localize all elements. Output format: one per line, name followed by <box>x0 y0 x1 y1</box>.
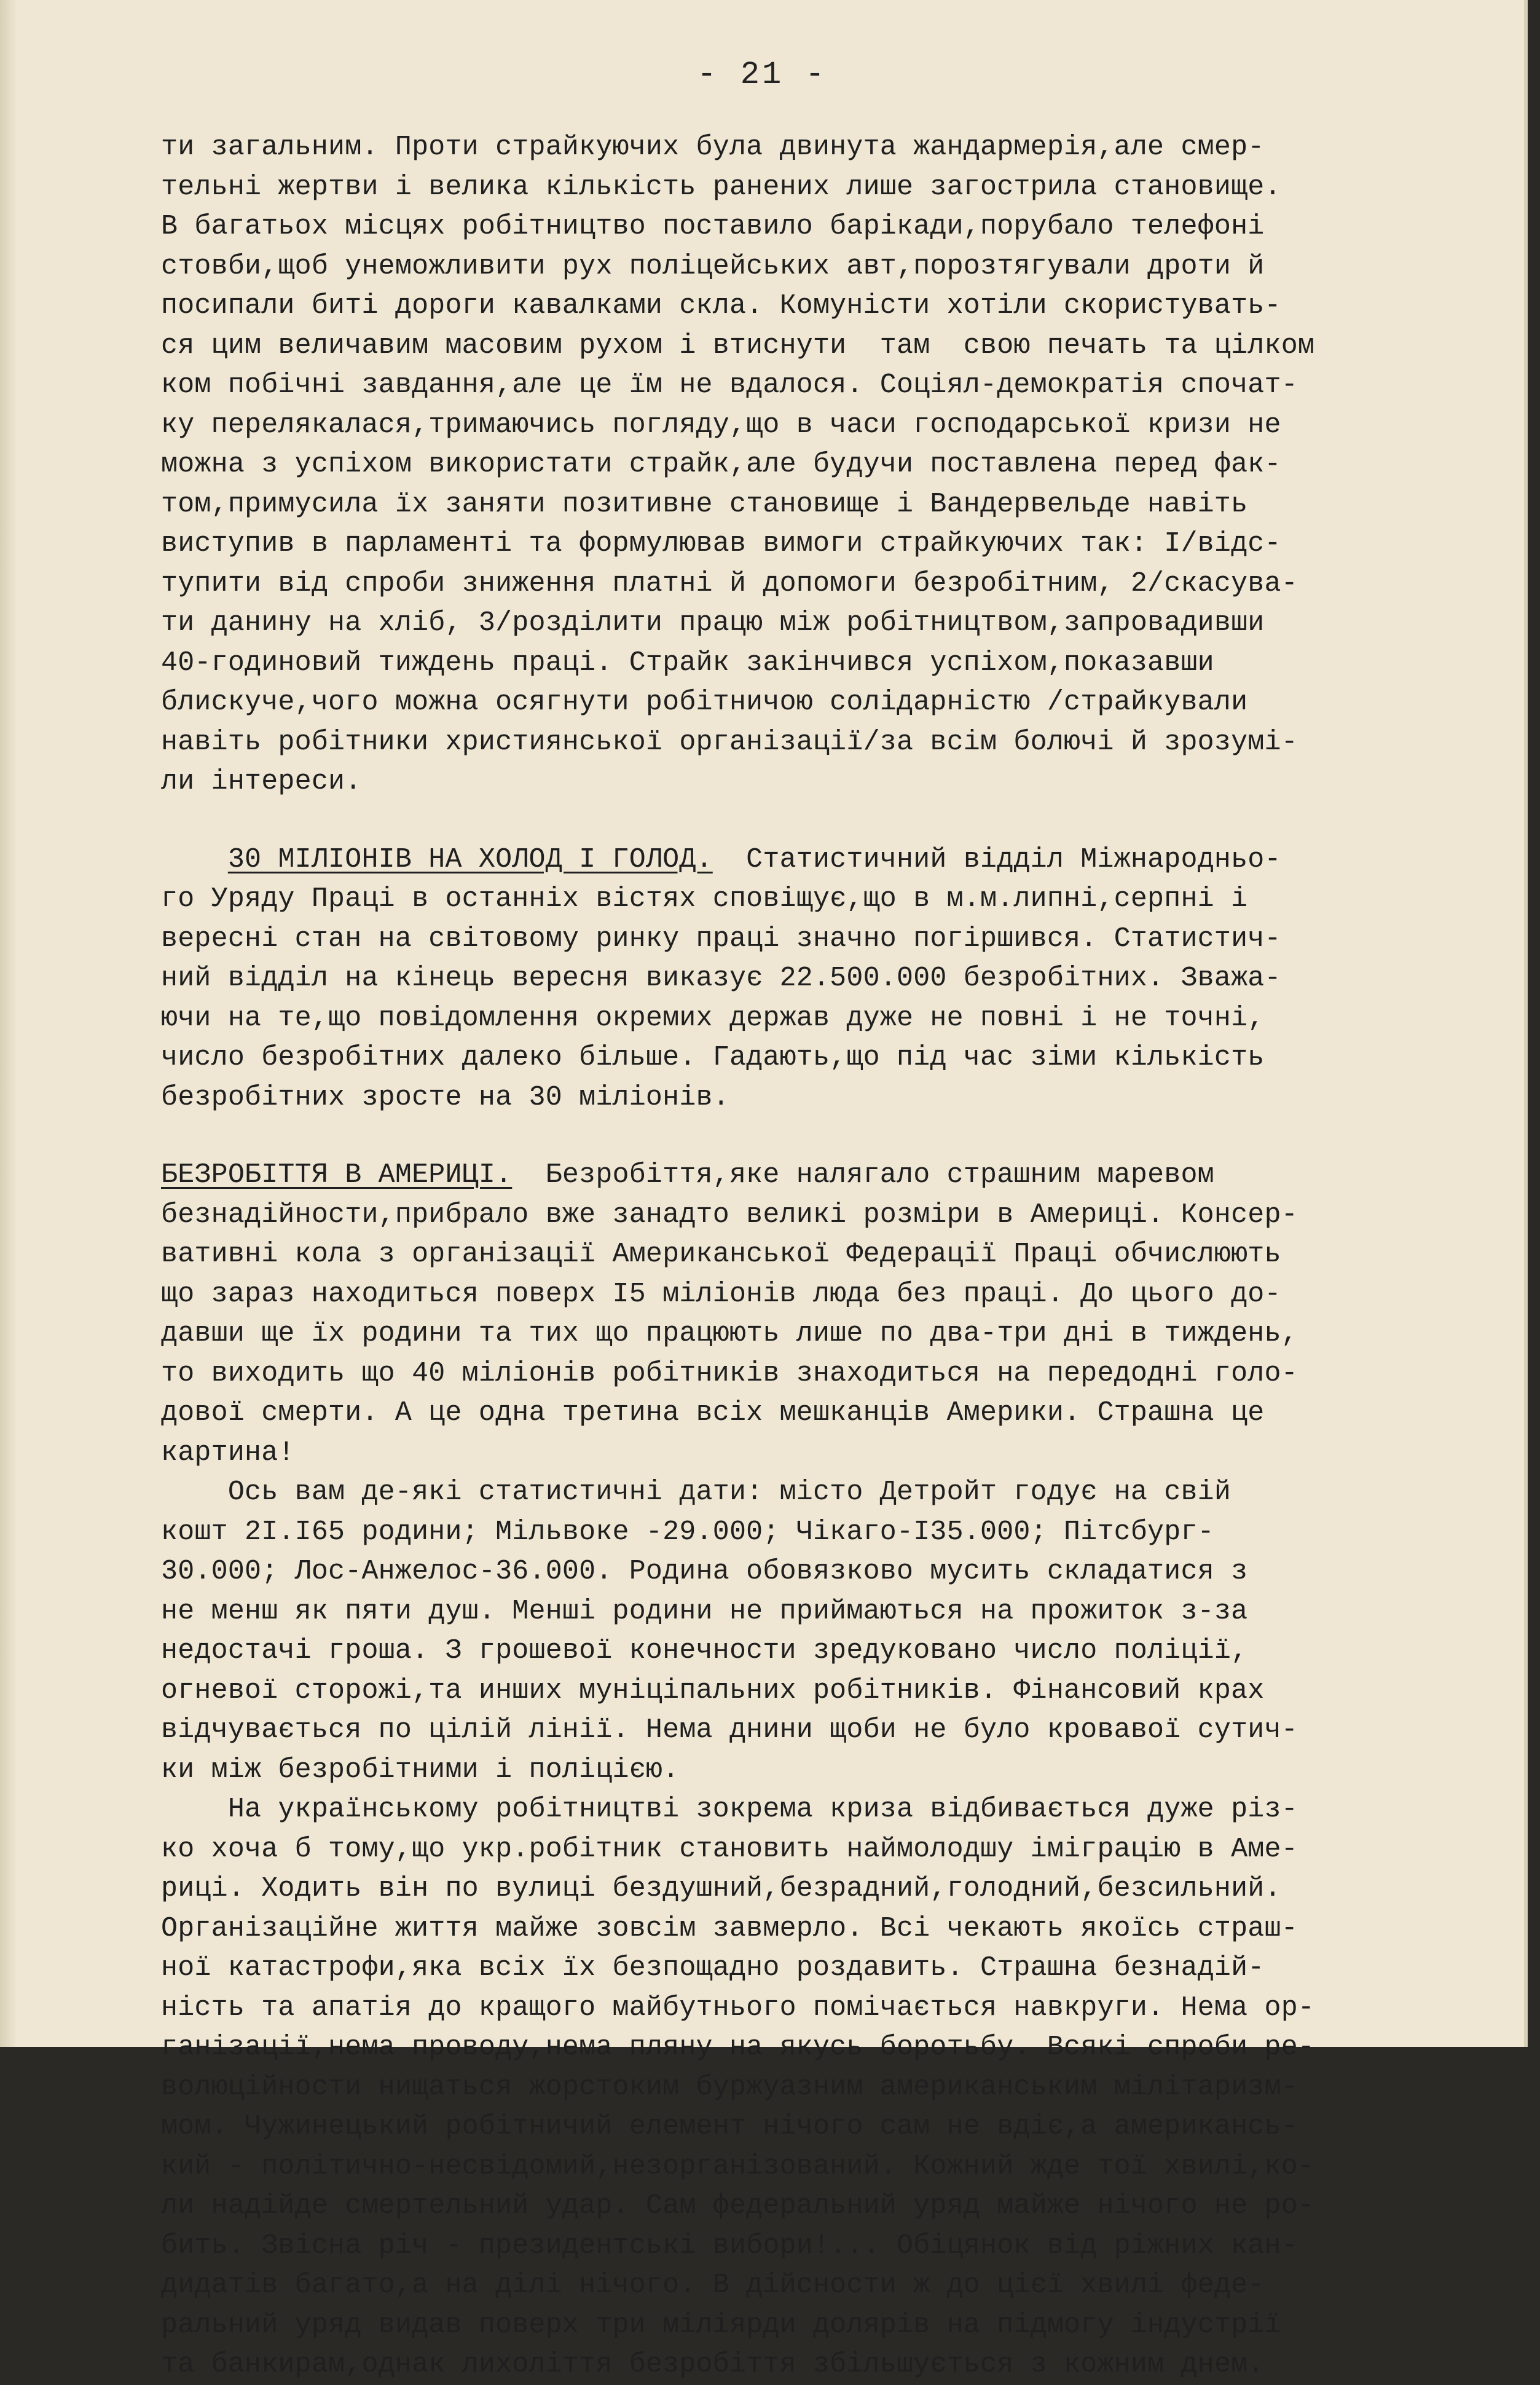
text-line: ся цим величавим масовим рухом і втиснути там свою печать та цілком <box>161 329 1315 361</box>
text-line: 40-годиновий тиждень праці. Страйк закінчився успіхом,показавши <box>161 647 1214 679</box>
text-line: стовби,щоб унеможливити рух поліцейських авт,порозтягували дроти й <box>161 250 1265 282</box>
text-line: безробітних зросте на 30 міліонів. <box>161 1081 729 1113</box>
text-line: то виходить що 40 міліонів робітників знаходиться на передодні голо- <box>161 1357 1298 1389</box>
text-line: відчувається по цілій лінії. Нема днини щоби не було кровавої сутич- <box>161 1714 1298 1746</box>
text-line: ли інтереси. <box>161 766 362 797</box>
text-line: ли надійде смертельний удар. Сам федеральний уряд майже нічого не ро- <box>161 2190 1315 2221</box>
heading-line-rest: Безробіття,яке налягало страшним маревом <box>512 1159 1214 1191</box>
section-heading: БЕЗРОБІТТЯ В АМЕРИЦІ. <box>161 1159 513 1191</box>
text-line: ти загальним. Проти страйкуючих була двинута жандармерія,але смер- <box>161 132 1265 163</box>
text-line <box>161 1156 1439 1196</box>
text-line: кошт 2I.I65 родини; Мільвоке -29.000; Чікаго-I35.000; Пітсбург- <box>161 1516 1214 1548</box>
text-line: блискуче,чого можна осягнути робітничою солідарністю /страйкували <box>161 687 1248 718</box>
paragraph-gap <box>161 1118 1439 1156</box>
page-spine-shadow <box>0 0 17 2047</box>
text-line: безнадійности,прибрало вже занадто великі розміри в Америці. Консер- <box>161 1199 1298 1231</box>
text-line: ти данину на хліб, 3/розділити працю між робітництвом,запровадивши <box>161 607 1265 639</box>
text-line: мом. Чужинецький робітничий елемент нічого сам не вдіє,а американсь- <box>161 2111 1298 2142</box>
text-line: та банкирам,однак лихоліття безробіття збільшується з кожним днем. <box>161 2349 1265 2380</box>
page-number: - 21 - <box>697 57 827 93</box>
text-line: волюційности нищаться жорстоким буржуазним американським мілітаризм- <box>161 2071 1298 2103</box>
text-line: посипали биті дороги кавалками скла. Комуністи хотіли скористувать- <box>161 290 1281 321</box>
text-line: ний відділ на кінець вересня виказує 22.500.000 безробітних. Зважа- <box>161 963 1281 994</box>
text-line: давши ще їх родини та тих що працюють лише по два-три дні в тиждень, <box>161 1318 1298 1349</box>
text-line: тельні жертви і велика кількість ранених лише загострила становище. <box>161 171 1281 203</box>
text-line: дидатів багато,а на ділі нічого. В дійсности ж до цієї хвилі феде- <box>161 2269 1265 2301</box>
text-line: Ось вам де-які статистичні дати: місто Детройт годує на свій <box>161 1476 1232 1508</box>
text-line: ність та апатія до кращого майбутнього помічається навкруги. Нема ор- <box>161 1992 1315 2024</box>
text-line: бить. Звісна річ - президентські вибори!... Обіцянок від ріжних кан- <box>161 2229 1298 2261</box>
text-line: недостачі гроша. З грошевої конечности зредуковано число поліції, <box>161 1635 1248 1666</box>
text-line <box>161 840 1439 880</box>
text-line: ко хоча б тому,що укр.робітник становить наймолодшу іміграцію в Аме- <box>161 1833 1298 1865</box>
typewritten-text-body <box>161 128 1439 2385</box>
text-line: В багатьох місцях робітництво поставило барікади,порубало телефоні <box>161 211 1265 242</box>
text-line: кий - політично-несвідомий,незорганізований. Кожний жде тої хвилі,ко- <box>161 2150 1315 2182</box>
text-line: ної катастрофи,яка всіх їх безпощадно роздавить. Страшна безнадій- <box>161 1952 1265 1984</box>
text-line: го Уряду Праці в останніх вістях сповіщує,що в м.м.липні,серпні і <box>161 883 1248 915</box>
text-line: Організаційне життя майже зовсім завмерло. Всі чекають якоїсь страш- <box>161 1912 1298 1944</box>
text-line: том,примусила їх заняти позитивне становище і Вандервельде навіть <box>161 488 1248 520</box>
text-line: виступив в парламенті та формулював вимоги страйкуючих так: I/відс- <box>161 528 1281 559</box>
text-line: ганізації,нема проводу,нема пляну на якусь боротьбу. Всякі спроби ре- <box>161 2032 1315 2063</box>
text-line: ючи на те,що повідомлення окремих держав дуже не повні і не точні, <box>161 1002 1265 1034</box>
text-line: число безробітних далеко більше. Гадають,що під час зіми кількість <box>161 1042 1265 1073</box>
text-line: ки між безробітними і поліцією. <box>161 1754 680 1786</box>
section-unemployment-america <box>161 1156 1439 2385</box>
text-line: вересні стан на світовому ринку праці значно погіршився. Статистич- <box>161 923 1281 955</box>
heading-line-rest: Статистичний відділ Міжнародньо- <box>712 843 1281 875</box>
text-line: риці. Ходить він по вулиці бездушний,безрадний,голодний,безсильний. <box>161 1873 1281 1904</box>
section-heading: 30 МІЛІОНІВ НА ХОЛОД І ГОЛОД. <box>227 843 713 875</box>
text-line: тупити від спроби зниження платні й допомоги безробітним, 2/скасува- <box>161 567 1298 599</box>
text-line: огневої сторожі,та инших муніціпальних робітників. Фінансовий крах <box>161 1674 1265 1706</box>
section-unemployment-world <box>161 840 1439 1118</box>
text-line: можна з успіхом використати страйк,але будучи поставлена перед фак- <box>161 449 1281 480</box>
text-line: ком побічні завдання,але це їм не вдалося. Соціял-демократія спочат- <box>161 369 1298 401</box>
text-line: ку перелякалася,тримаючись погляду,що в часи господарської кризи не <box>161 409 1281 441</box>
paragraph-gap <box>161 802 1439 840</box>
text-line: не менш як пяти душ. Менші родини не приймаються на прожиток з-за <box>161 1595 1248 1627</box>
text-line: 30.000; Лос-Анжелос-36.000. Родина обовязково мусить складатися з <box>161 1556 1248 1587</box>
text-line: ральний уряд видав поверх три міліярди долярів на підмогу індустрії <box>161 2309 1281 2341</box>
text-line: дової смерти. А це одна третина всіх мешканців Америки. Страшна це <box>161 1397 1265 1429</box>
paragraph-strike <box>161 128 1439 802</box>
text-line: навіть робітники християнської організації/за всім болючі й зрозумі- <box>161 726 1298 758</box>
text-line: картина! <box>161 1437 295 1468</box>
text-line: На українському робітництві зокрема криза відбивається дуже різ- <box>161 1794 1298 1825</box>
text-line: вативні кола з організації Американської Федерації Праці обчислюють <box>161 1239 1281 1270</box>
text-line: що зараз находиться поверх I5 міліонів люда без праці. До цього до- <box>161 1278 1281 1310</box>
